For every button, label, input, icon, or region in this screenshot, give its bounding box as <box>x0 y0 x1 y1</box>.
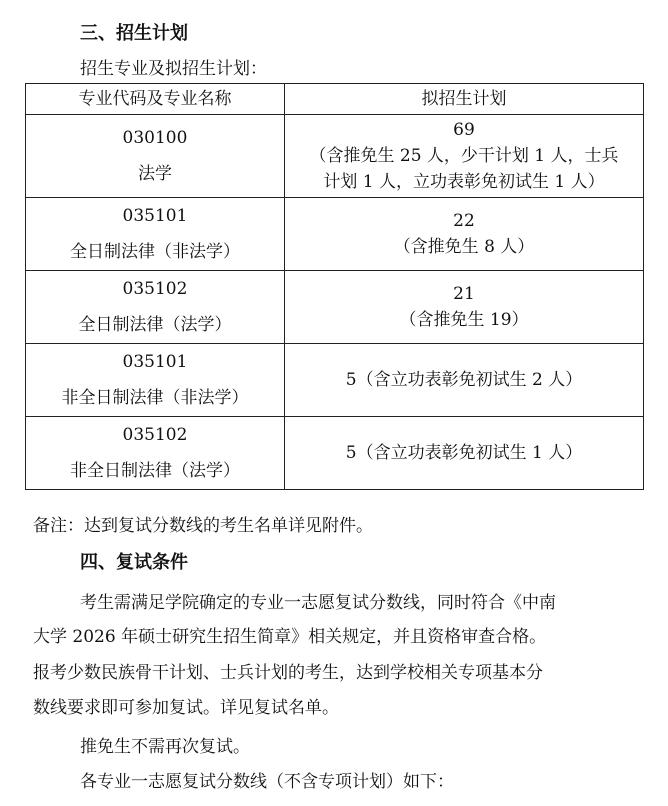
recommended-students-note: 推免生不需再次复试。 <box>80 737 250 757</box>
plan-detail: 5（含立功表彰免初试生 2 人） <box>345 370 583 390</box>
table-row <box>26 344 644 417</box>
major-code: 030100 <box>122 128 188 148</box>
enrollment-plan-table <box>25 83 644 490</box>
table-row <box>26 271 644 344</box>
plan-cell <box>285 344 644 417</box>
table-row <box>26 198 644 271</box>
major-cell <box>26 344 285 417</box>
score-lines-intro: 各专业一志愿复试分数线（不含专项计划）如下： <box>80 772 454 792</box>
retest-paragraph-line: 报考少数民族骨干计划、士兵计划的考生，达到学校相关专项基本分 <box>33 663 543 683</box>
major-name: 非全日制法律（非法学） <box>61 388 249 408</box>
major-cell <box>26 271 285 344</box>
plan-count: 22 <box>453 211 475 231</box>
plan-detail: （含推免生 19） <box>399 310 529 330</box>
major-code: 035102 <box>122 279 188 299</box>
table-row <box>26 115 644 198</box>
major-code: 035102 <box>122 425 188 445</box>
major-code: 035101 <box>122 206 188 226</box>
major-name: 法学 <box>138 164 172 184</box>
plan-cell <box>285 271 644 344</box>
plan-detail: （含推免生 8 人） <box>393 237 535 257</box>
section-heading-retest-conditions: 四、复试条件 <box>80 552 188 573</box>
plan-count: 69 <box>453 120 475 140</box>
major-cell <box>26 198 285 271</box>
major-cell <box>26 417 285 490</box>
table-row <box>26 417 644 490</box>
major-name: 非全日制法律（法学） <box>70 461 240 481</box>
major-name: 全日制法律（法学） <box>78 315 232 335</box>
column-header-plan: 拟招生计划 <box>285 84 644 115</box>
table-header-row <box>26 84 644 115</box>
retest-paragraph-line: 数线要求即可参加复试。详见复试名单。 <box>33 698 339 718</box>
table-note: 备注：达到复试分数线的考生名单详见附件。 <box>33 516 373 536</box>
section-heading-enrollment-plan: 三、招生计划 <box>80 23 188 44</box>
plan-cell <box>285 417 644 490</box>
plan-detail: 5（含立功表彰免初试生 1 人） <box>345 443 583 463</box>
retest-paragraph-line: 大学 2026 年硕士研究生招生简章》相关规定，并且资格审查合格。 <box>33 627 547 647</box>
major-name: 全日制法律（非法学） <box>70 242 240 262</box>
enrollment-plan-intro: 招生专业及拟招生计划： <box>80 59 267 79</box>
plan-count: 21 <box>453 284 475 304</box>
plan-detail: （含推免生 25 人，少干计划 1 人，士兵 <box>309 146 619 166</box>
plan-cell <box>285 198 644 271</box>
plan-detail: 计划 1 人，立功表彰免初试生 1 人） <box>323 172 605 192</box>
retest-paragraph-line: 考生需满足学院确定的专业一志愿复试分数线，同时符合《中南 <box>80 593 556 613</box>
major-code: 035101 <box>122 352 188 372</box>
plan-cell <box>285 115 644 198</box>
major-cell <box>26 115 285 198</box>
column-header-major: 专业代码及专业名称 <box>26 84 285 115</box>
